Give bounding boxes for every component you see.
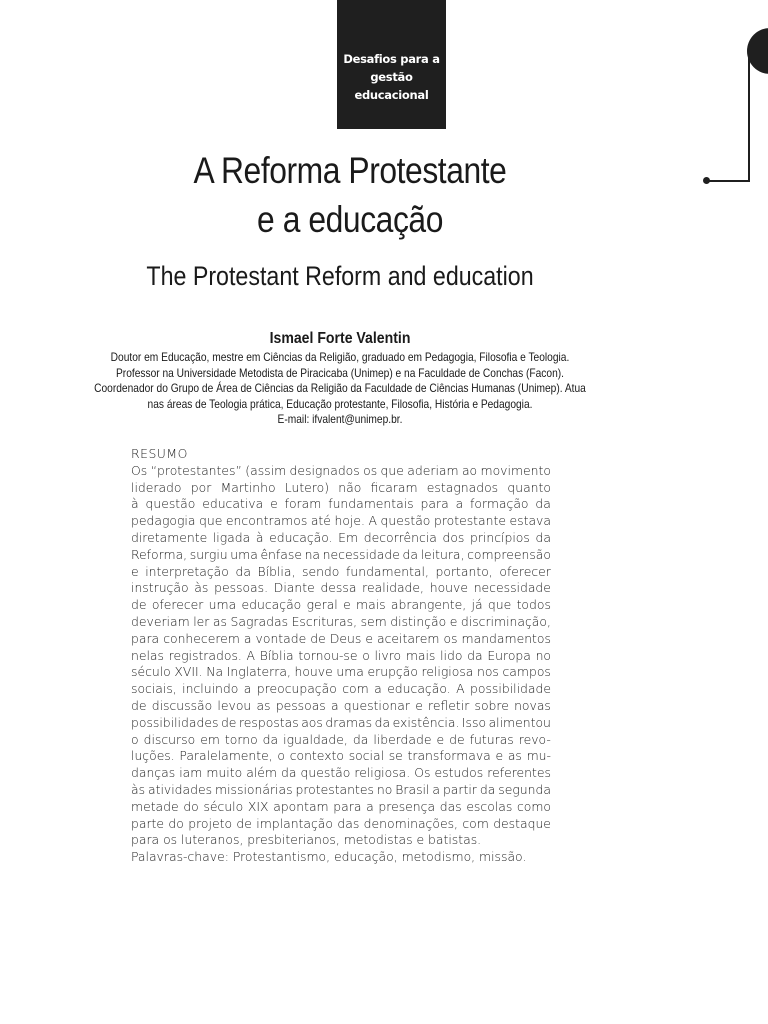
decorative-horizontal-line <box>706 180 750 182</box>
abstract-line: para conhecerem a vontade de Deus e aceitarem os mandamentos <box>131 630 551 646</box>
section-tab-line2: gestão educacional <box>354 70 429 102</box>
abstract-line: instrução às pessoas. Diante dessa realidade, houve necessidade <box>131 580 551 596</box>
article-title <box>101 146 600 244</box>
abstract-body <box>131 463 551 849</box>
abstract-line: Os “protestantes” (assim designados os que aderiam ao movimento <box>131 462 551 478</box>
abstract-line: de discussão levou as pessoas a questionar e refletir sobre novas <box>131 697 551 713</box>
author-bio-line: nas áreas de Teologia prática, Educação protestante, Filosofia, História e Pedagogia. <box>147 397 533 411</box>
abstract-line: diretamente ligada à educação. Em decorrência dos princípios da <box>131 529 551 545</box>
abstract-line: deveriam ler as Sagradas Escrituras, sem distinção e discriminação, <box>131 613 551 629</box>
abstract-line: de oferecer uma educação geral e mais abrangente, já que todos <box>131 597 551 613</box>
article-title-line2: e a educação <box>257 199 443 240</box>
article-subtitle: The Protestant Reform and education <box>146 261 534 291</box>
abstract-line: pedagogia que encontramos até hoje. A questão protestante estava <box>131 513 551 529</box>
abstract-line: Reforma, surgiu uma ênfase na necessidade da leitura, compreensão <box>131 546 551 562</box>
abstract-line: nelas registrados. A Bíblia tornou-se o livro mais lido da Europa no <box>131 647 551 663</box>
abstract-line: o discurso em torno da igualdade, da liberdade e de futuras revo- <box>131 731 551 747</box>
abstract-line: possibilidades de respostas aos dramas da existência. Isso alimentou <box>131 714 551 730</box>
abstract-line: luções. Paralelamente, o contexto social se transformava e as mu- <box>131 748 551 764</box>
section-tab <box>337 0 446 129</box>
author-bio <box>76 350 604 428</box>
abstract-line: liderado por Martinho Lutero) não ficaram estagnados quanto <box>131 479 551 495</box>
abstract-line: sociais, incluindo a preocupação com a educação. A possibilidade <box>131 681 551 697</box>
abstract-line: às atividades missionárias protestantes no Brasil a partir da segunda <box>131 781 551 797</box>
author-name: Ismael Forte Valentin <box>269 330 411 347</box>
author-email[interactable]: E-mail: ifvalent@unimep.br. <box>277 413 403 426</box>
abstract-keywords: Palavras-chave: Protestantismo, educação, metodismo, missão. <box>131 849 527 865</box>
section-tab-line1: Desafios para a <box>343 52 440 66</box>
abstract-line: parte do projeto de implantação das denominações, com destaque <box>131 815 551 831</box>
abstract-line: século XVII. Na Inglaterra, houve uma erupção religiosa nos campos <box>131 664 551 680</box>
abstract-line: metade do século XIX apontam para a presença das escolas como <box>131 798 551 814</box>
abstract <box>131 446 551 866</box>
abstract-line: danças iam muito além da questão religiosa. Os estudos referentes <box>131 765 551 781</box>
article-title-line1: A Reforma Protestante <box>193 150 507 191</box>
author-bio-line: Coordenador do Grupo de Área de Ciências da Religião da Faculdade de Ciências Humanas (Unimep). Atua <box>94 382 586 395</box>
abstract-line: à questão educativa e foram fundamentais para a formação da <box>131 496 551 512</box>
abstract-heading: RESUMO <box>131 446 188 461</box>
abstract-line: e interpretação da Bíblia, sendo fundamental, portanto, oferecer <box>131 563 551 579</box>
decorative-dot <box>703 177 710 184</box>
abstract-line: para os luteranos, presbiterianos, metodistas e batistas. <box>131 832 482 848</box>
author-bio-line: Professor na Universidade Metodista de Piracicaba (Unimep) e na Faculdade de Conchas (Facon). <box>115 366 565 380</box>
author-bio-line: Doutor em Educação, mestre em Ciências da Religião, graduado em Pedagogia, Filosofia e Teologia. <box>110 351 570 364</box>
decorative-vertical-line <box>748 50 750 181</box>
decorative-circle <box>747 28 768 74</box>
